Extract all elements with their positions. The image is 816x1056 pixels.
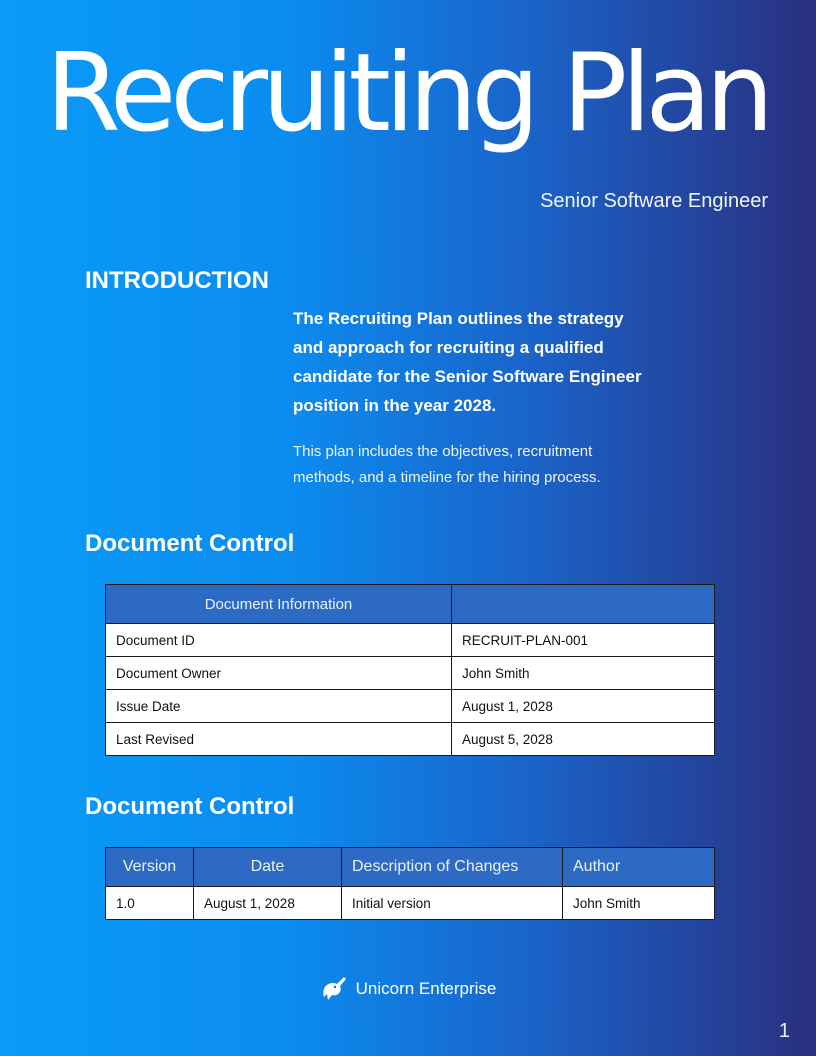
brand-name: Unicorn Enterprise — [355, 979, 497, 998]
revision-history-heading: Document Control — [85, 793, 295, 820]
unicorn-icon — [320, 975, 348, 1003]
table-row — [106, 887, 715, 920]
table-row — [106, 657, 715, 690]
document-info-header-value — [452, 585, 715, 624]
introduction-heading: INTRODUCTION — [85, 267, 269, 294]
column-header-version: Version — [106, 848, 194, 887]
table-header-row — [106, 848, 715, 887]
table-header-row — [106, 585, 715, 624]
row-value: August 1, 2028 — [452, 690, 715, 723]
table-row — [106, 723, 715, 756]
table-row — [106, 624, 715, 657]
row-value: John Smith — [452, 657, 715, 690]
introduction-body: This plan includes the objectives, recruitment methods, and a timeline for the hiring process. — [293, 443, 601, 486]
row-label: Document ID — [106, 624, 452, 657]
cell-version: 1.0 — [106, 887, 194, 920]
document-info-table — [105, 584, 715, 756]
cell-author: John Smith — [563, 887, 715, 920]
row-label: Last Revised — [106, 723, 452, 756]
row-value: August 5, 2028 — [452, 723, 715, 756]
row-label: Issue Date — [106, 690, 452, 723]
page-title: Recruiting Plan — [45, 31, 768, 156]
table-row — [106, 690, 715, 723]
column-header-author: Author — [563, 848, 715, 887]
revision-history-table — [105, 847, 715, 920]
column-header-date: Date — [194, 848, 342, 887]
footer-brand — [0, 975, 816, 1003]
row-label: Document Owner — [106, 657, 452, 690]
document-control-heading: Document Control — [85, 530, 295, 557]
page-number: 1 — [778, 1020, 790, 1042]
introduction-lead: The Recruiting Plan outlines the strategy and approach for recruiting a qualified candidate for the Senior Software Engineer position in the year 2028. — [293, 309, 642, 415]
document-info-header: Document Information — [106, 585, 452, 624]
cell-description: Initial version — [342, 887, 563, 920]
cell-date: August 1, 2028 — [194, 887, 342, 920]
column-header-description: Description of Changes — [342, 848, 563, 887]
page-subtitle: Senior Software Engineer — [540, 190, 768, 212]
row-value: RECRUIT-PLAN-001 — [452, 624, 715, 657]
